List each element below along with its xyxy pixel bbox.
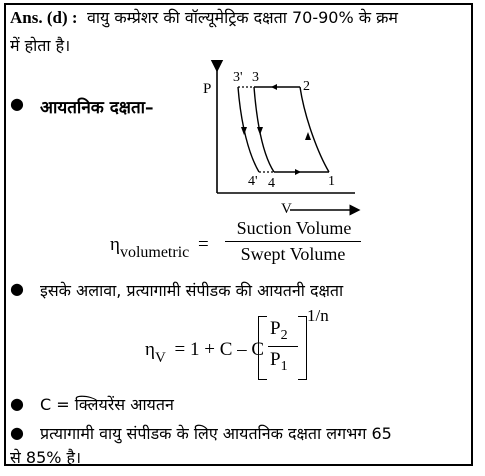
right-bracket xyxy=(298,316,307,380)
label-4: 4 xyxy=(268,176,275,191)
answer-text-1: वायु कम्प्रेशर की वॉल्यूमेट्रिक दक्षता 70-90% के क्रम xyxy=(86,8,398,27)
bullet4-line2: से 85% है। xyxy=(10,448,82,467)
p2-symbol: P xyxy=(270,318,281,339)
answer-line-1 xyxy=(10,6,398,28)
p-axis-label: P xyxy=(203,81,212,97)
expansion-arrow-prime xyxy=(241,127,247,135)
formula1-lhs xyxy=(110,234,209,261)
expansion-curve xyxy=(254,87,274,172)
label-3prime: 3' xyxy=(233,70,243,85)
section-heading: आयतनिक दक्षता– xyxy=(40,98,154,118)
formula2-fraction-bar xyxy=(268,346,298,347)
formula1-denominator: Swept Volume xyxy=(240,244,346,264)
answer-label: Ans. (d) : xyxy=(10,8,78,27)
bullet-dot-icon: ● xyxy=(10,394,24,413)
formula2-denominator xyxy=(270,349,288,374)
pv-diagram xyxy=(195,60,365,220)
bullet2-text: इसके अलावा, प्रत्यागामी संपीडक की आयतनी दक्षता xyxy=(40,281,344,300)
discharge-arrow xyxy=(271,84,277,90)
left-bracket xyxy=(258,316,267,380)
suction-arrow xyxy=(295,169,301,175)
label-2: 2 xyxy=(303,79,310,94)
bullet-dot-icon: ● xyxy=(10,423,24,442)
formula2-exponent: 1/n xyxy=(307,306,329,325)
formula1-numerator: Suction Volume xyxy=(236,218,352,238)
formula2-body: = 1 + C – C xyxy=(174,339,265,360)
p1-symbol: P xyxy=(270,349,281,370)
formula2-numerator xyxy=(270,318,288,343)
answer-text-2: में होता है। xyxy=(10,36,71,55)
label-1: 1 xyxy=(328,174,335,189)
label-3: 3 xyxy=(252,70,259,85)
eta-subscript: volumetric xyxy=(119,244,190,261)
p1-subscript: 1 xyxy=(280,359,288,374)
formula2-lhs xyxy=(145,339,265,366)
bullet4-line1: प्रत्यागामी वायु संपीडक के लिए आयतनिक दक्षता लगभग 65 xyxy=(40,424,392,443)
eta-symbol: η xyxy=(145,339,155,360)
eta-v-subscript: V xyxy=(154,350,166,366)
eta-symbol: η xyxy=(110,234,120,255)
compression-arrow xyxy=(305,132,311,140)
bullet-dot-icon: ● xyxy=(10,94,24,113)
p2-subscript: 2 xyxy=(280,328,288,343)
formula1-equals: = xyxy=(198,234,209,255)
expansion-arrow xyxy=(257,127,263,135)
compression-curve xyxy=(300,87,329,172)
bullet3-text: C = क्लियरेंस आयतन xyxy=(40,395,174,414)
label-4prime: 4' xyxy=(248,174,258,189)
formula1-fraction-bar xyxy=(225,241,361,242)
bullet-dot-icon: ● xyxy=(10,279,24,298)
v-axis-label: V xyxy=(281,201,292,217)
